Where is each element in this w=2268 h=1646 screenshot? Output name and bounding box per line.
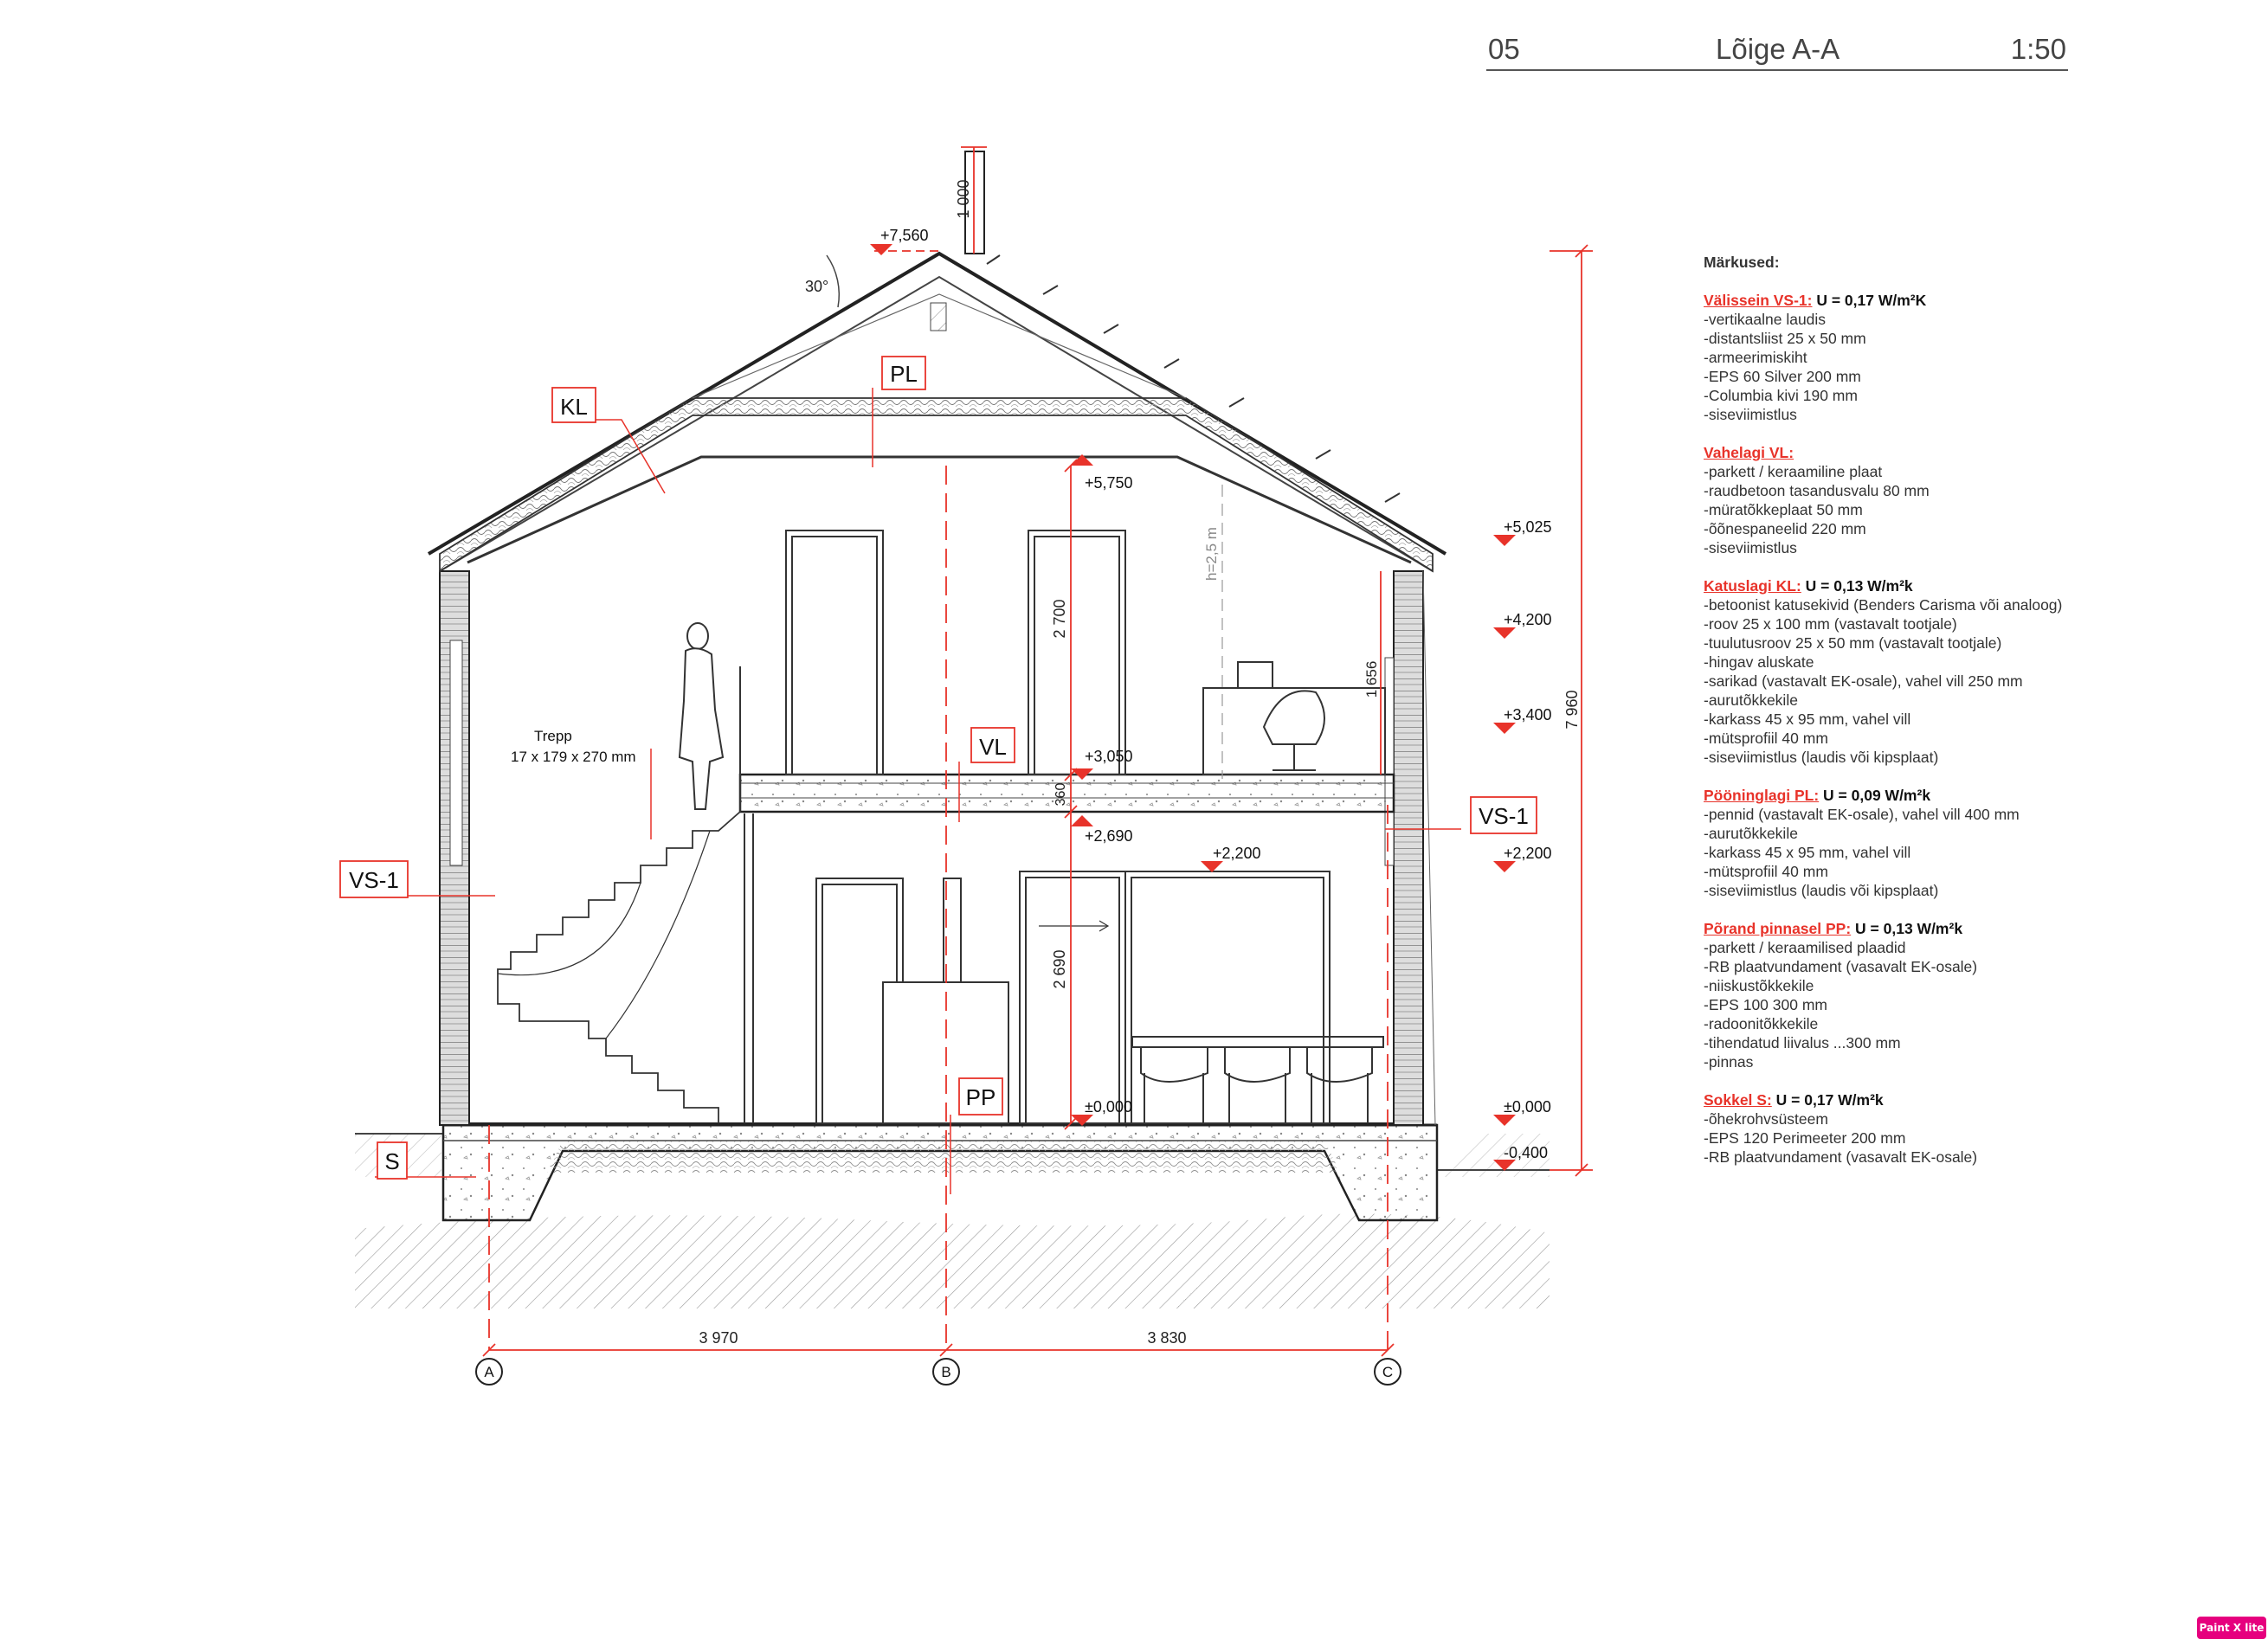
note-line: -karkass 45 x 95 mm, vahel vill xyxy=(1704,844,1911,861)
note-line: -EPS 100 300 mm xyxy=(1704,996,1827,1013)
grid-label-b: B xyxy=(941,1364,951,1380)
note-line: -aurutõkkekile xyxy=(1704,691,1798,709)
note-uvalue: U = 0,17 W/m²k xyxy=(1771,1091,1884,1109)
note-line: -vertikaalne laudis xyxy=(1704,311,1827,328)
tag-vs1-right: VS-1 xyxy=(1479,803,1529,829)
note-line: -siseviimistlus xyxy=(1704,406,1797,423)
notes-panel xyxy=(1704,253,2258,1186)
note-line: -radoonitõkkekile xyxy=(1704,1015,1819,1032)
note-line: -müratõkkeplaat 50 mm xyxy=(1704,501,1863,518)
dim-slab: 360 xyxy=(1053,782,1068,807)
note-uvalue: U = 0,13 W/m²k xyxy=(1851,920,1963,937)
note-section-kl xyxy=(1704,576,2258,767)
note-line: -distantsliist 25 x 50 mm xyxy=(1704,330,1866,347)
note-line: -siseviimistlus (laudis või kipsplaat) xyxy=(1704,882,1939,899)
note-title: Välissein VS-1: xyxy=(1704,292,1813,309)
note-title: Katuslagi KL: xyxy=(1704,577,1801,595)
note-title: Sokkel S: xyxy=(1704,1091,1772,1109)
note-line: -siseviimistlus (laudis või kipsplaat) xyxy=(1704,749,1939,766)
tag-vs1-left: VS-1 xyxy=(349,867,399,893)
note-uvalue: U = 0,17 W/m²K xyxy=(1812,292,1927,309)
drawing-name: Lõige A-A xyxy=(1716,33,1840,65)
furniture xyxy=(1132,662,1385,1123)
foundation-slab xyxy=(443,1125,1437,1220)
note-line: -siseviimistlus xyxy=(1704,539,1797,556)
note-line: -EPS 60 Silver 200 mm xyxy=(1704,368,1861,385)
app-badge[interactable]: Paint X lite xyxy=(2197,1617,2266,1639)
roof-structure xyxy=(428,151,1446,571)
note-section-vl xyxy=(1704,443,2258,557)
level-under-slab: +2,690 xyxy=(1085,827,1133,845)
note-line: -roov 25 x 100 mm (vastavalt tootjale) xyxy=(1704,615,1957,633)
note-line: -pinnas xyxy=(1704,1053,1754,1071)
level-ridge: +7,560 xyxy=(880,227,929,244)
note-line: -armeerimiskiht xyxy=(1704,349,1807,366)
note-line: -RB plaatvundament (vasavalt EK-osale) xyxy=(1704,1148,1978,1166)
level-ceiling: +5,750 xyxy=(1085,474,1133,492)
note-line: -aurutõkkekile xyxy=(1704,825,1798,842)
note-line: -pennid (vastavalt EK-osale), vahel vill 400 mm xyxy=(1704,806,2020,823)
note-line: -betoonist katusekivid (Benders Carisma või analoog) xyxy=(1704,596,2063,614)
note-uvalue: U = 0,09 W/m²k xyxy=(1819,787,1931,804)
note-line: -RB plaatvundament (vasavalt EK-osale) xyxy=(1704,958,1978,975)
note-line: -raudbetoon tasandusvalu 80 mm xyxy=(1704,482,1930,499)
dim-overall-height: 7 960 xyxy=(1563,690,1581,730)
human-figure xyxy=(680,623,723,809)
grid-label-a: A xyxy=(484,1364,494,1380)
tag-pp: PP xyxy=(965,1084,996,1110)
notes-heading: Märkused: xyxy=(1704,254,1780,271)
note-section-pl xyxy=(1704,786,2258,900)
note-title: Põrand pinnasel PP: xyxy=(1704,920,1852,937)
note-line: -karkass 45 x 95 mm, vahel vill xyxy=(1704,710,1911,728)
grid-label-c: C xyxy=(1382,1364,1394,1380)
note-line: -mütsprofiil 40 mm xyxy=(1704,863,1828,880)
note-section-s xyxy=(1704,1090,2258,1167)
note-uvalue: U = 0,13 W/m²k xyxy=(1801,577,1913,595)
level-2200: +2,200 xyxy=(1504,845,1552,862)
note-line: -õõnespaneelid 220 mm xyxy=(1704,520,1866,537)
level-door-head: +2,200 xyxy=(1213,845,1261,862)
dim-span-bc: 3 830 xyxy=(1147,1329,1187,1347)
roof-angle: 30° xyxy=(805,278,829,295)
level-4200: +4,200 xyxy=(1504,611,1552,628)
note-line: -hingav aluskate xyxy=(1704,653,1814,671)
note-line: -õhekrohvsüsteem xyxy=(1704,1110,1828,1128)
level-0000: ±0,000 xyxy=(1504,1098,1551,1116)
headroom-note: h=2,5 m xyxy=(1203,527,1220,581)
note-line: -tuulutusroov 25 x 50 mm (vastavalt tootjale) xyxy=(1704,634,2002,652)
level-eave-right: +5,025 xyxy=(1504,518,1552,536)
level-3400: +3,400 xyxy=(1504,706,1552,723)
dim-lower-height: 2 690 xyxy=(1051,949,1068,989)
dim-chimney: 1 000 xyxy=(955,179,972,219)
note-line: -mütsprofiil 40 mm xyxy=(1704,730,1828,747)
note-line: -EPS 120 Perimeeter 200 mm xyxy=(1704,1129,1906,1147)
level-ground: -0,400 xyxy=(1504,1144,1549,1161)
tag-s: S xyxy=(384,1148,400,1174)
sheet-number: 05 xyxy=(1488,33,1520,65)
note-line: -niiskustõkkekile xyxy=(1704,977,1814,994)
dim-span-ab: 3 970 xyxy=(699,1329,738,1347)
note-line: -tihendatud liivalus ...300 mm xyxy=(1704,1034,1901,1051)
tag-pl: PL xyxy=(890,361,918,387)
dim-attic-knee: 1 656 xyxy=(1363,660,1380,698)
note-line: -Columbia kivi 190 mm xyxy=(1704,387,1858,404)
tag-kl: KL xyxy=(560,394,588,420)
dim-upper-height: 2 700 xyxy=(1051,599,1068,639)
note-section-pp xyxy=(1704,919,2258,1071)
note-line: -sarikad (vastavalt EK-osale), vahel vill 250 mm xyxy=(1704,672,2023,690)
stair-size: 17 x 179 x 270 mm xyxy=(511,749,636,765)
note-line: -parkett / keraamilised plaadid xyxy=(1704,939,1906,956)
note-section-vs1 xyxy=(1704,291,2258,424)
level-floor1: ±0,000 xyxy=(1085,1098,1132,1116)
level-floor2: +3,050 xyxy=(1085,748,1133,765)
grid-dimension xyxy=(483,1344,1394,1356)
stair-title: Trepp xyxy=(534,728,572,744)
grid-bubbles xyxy=(476,1359,1401,1385)
drawing-scale: 1:50 xyxy=(2010,33,2066,65)
note-line: -parkett / keraamiline plaat xyxy=(1704,463,1883,480)
note-title: Vahelagi VL: xyxy=(1704,444,1794,461)
note-title: Pööninglagi PL: xyxy=(1704,787,1820,804)
tag-vl: VL xyxy=(979,734,1007,760)
